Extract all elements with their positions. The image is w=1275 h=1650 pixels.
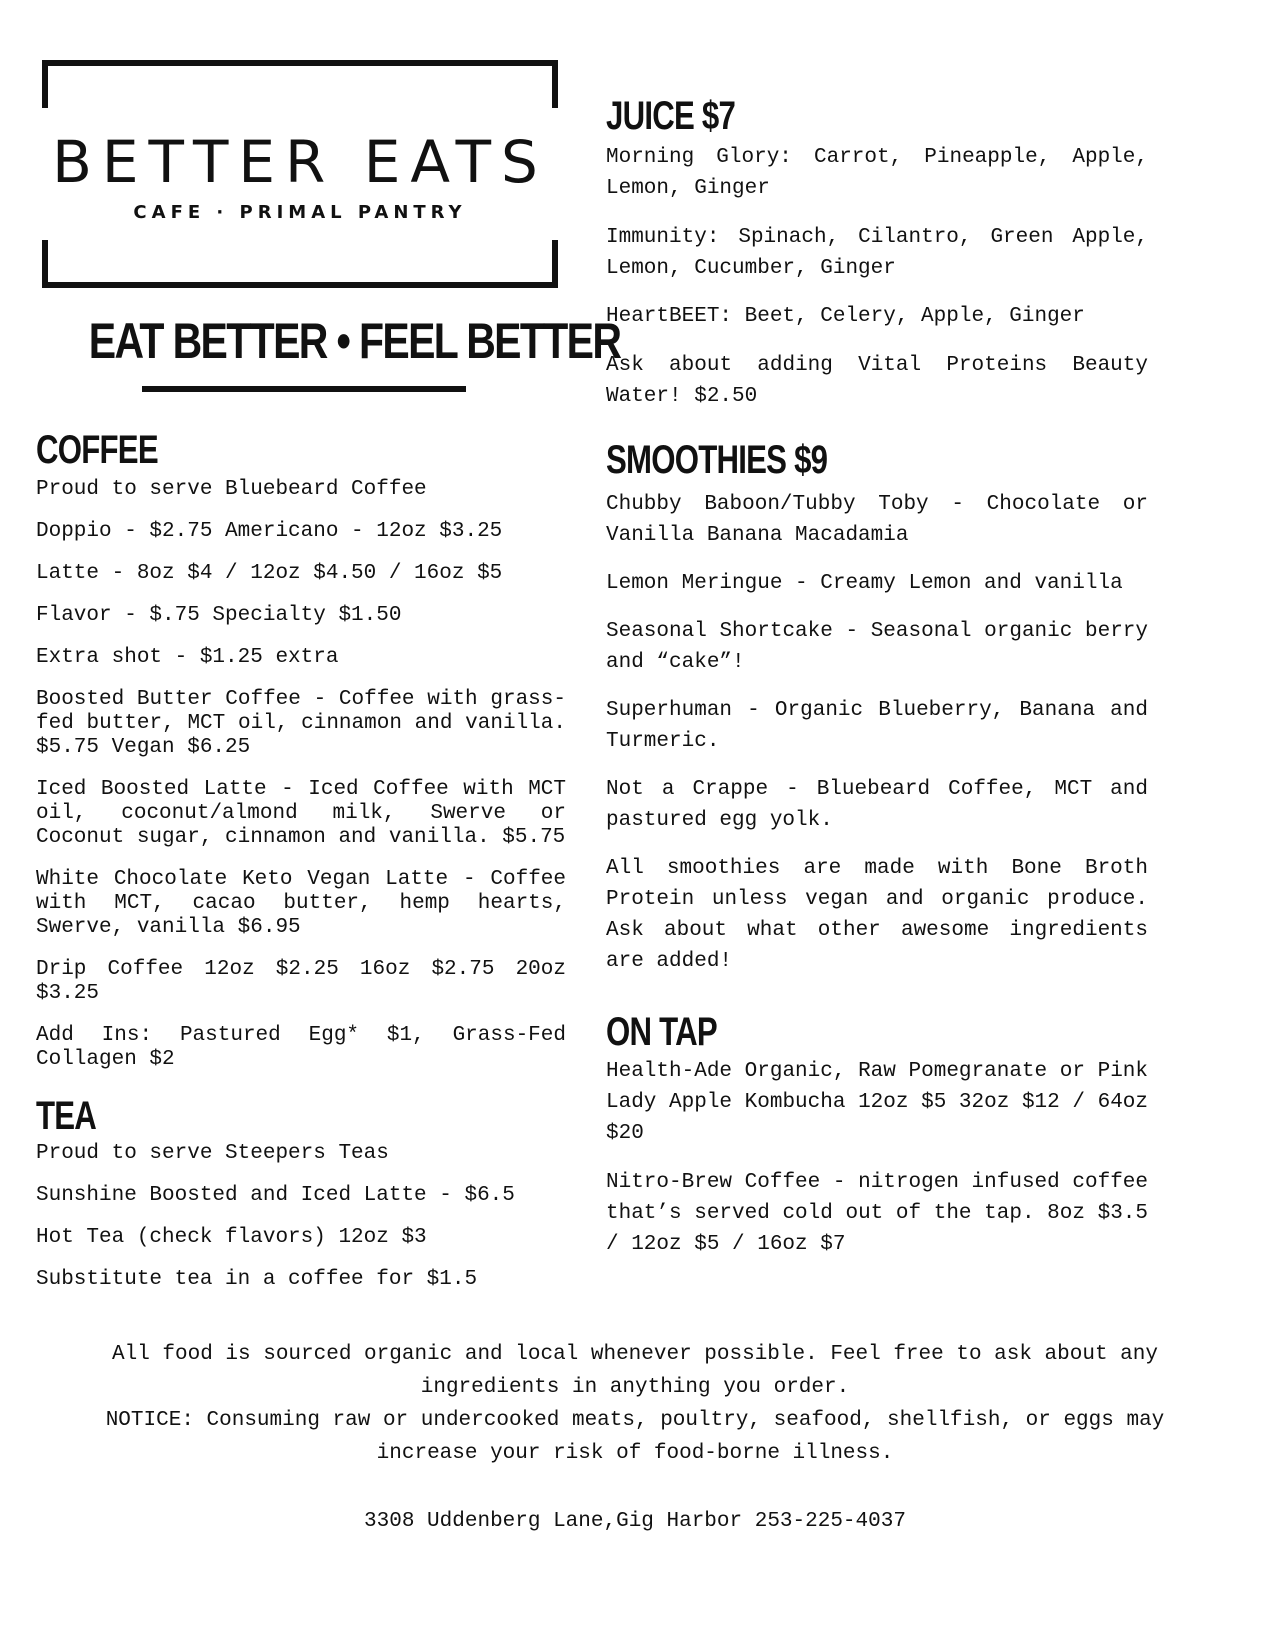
on-tap-section	[606, 1056, 1148, 1260]
tea-item: Sunshine Boosted and Iced Latte - $6.5	[36, 1184, 515, 1207]
coffee-item: Drip Coffee 12oz $2.25 16oz $2.75 20oz $3.25	[36, 958, 566, 1005]
on-tap-item: Nitro-Brew Coffee - nitrogen infused coffee that’s served cold out of the tap. 8oz $3.5 / 12oz $5 / 16oz $7	[606, 1171, 1148, 1256]
smoothie-item: Chubby Baboon/Tubby Toby - Chocolate or Vanilla Banana Macadamia	[606, 493, 1148, 547]
smoothie-item: Not a Crappe - Bluebeard Coffee, MCT and pastured egg yolk.	[606, 778, 1148, 832]
logo-frame-bottom	[42, 240, 558, 288]
coffee-section	[36, 478, 566, 1072]
tagline: EAT BETTER • FEEL BETTER	[88, 313, 621, 369]
food-safety-notice: NOTICE: Consuming raw or undercooked meats, poultry, seafood, shellfish, or eggs may increase your risk of food-borne illness.	[105, 1409, 1165, 1465]
coffee-heading: COFFEE	[36, 428, 158, 472]
brand-name: BETTER EATS	[52, 128, 548, 196]
address-line: 3308 Uddenberg Lane,Gig Harbor 253-225-4037	[364, 1510, 906, 1533]
smoothie-item: Lemon Meringue - Creamy Lemon and vanilla	[606, 572, 1123, 595]
smoothies-heading: SMOOTHIES $9	[606, 438, 828, 482]
on-tap-heading: ON TAP	[606, 1010, 717, 1054]
tea-item: Proud to serve Steepers Teas	[36, 1142, 389, 1165]
sourcing-note: All food is sourced organic and local whenever possible. Feel free to ask about any ingredients in anything you order.	[112, 1343, 1158, 1399]
coffee-item: Doppio - $2.75 Americano - 12oz $3.25	[36, 520, 503, 543]
juice-heading: JUICE $7	[606, 94, 736, 138]
smoothie-item: All smoothies are made with Bone Broth Protein unless vegan and organic produce. Ask about what other awesome ingredients are added!	[606, 857, 1148, 973]
coffee-item: White Chocolate Keto Vegan Latte - Coffee with MCT, cacao butter, hemp hearts, Swerve, vanilla $6.95	[36, 868, 566, 939]
juice-item: Morning Glory: Carrot, Pineapple, Apple, Lemon, Ginger	[606, 146, 1148, 200]
smoothie-item: Superhuman - Organic Blueberry, Banana and Turmeric.	[606, 699, 1148, 753]
tagline-divider	[142, 386, 466, 392]
juice-item: HeartBEET: Beet, Celery, Apple, Ginger	[606, 305, 1085, 328]
on-tap-item: Health-Ade Organic, Raw Pomegranate or Pink Lady Apple Kombucha 12oz $5 32oz $12 / 64oz $20	[606, 1060, 1148, 1145]
footer-notes	[60, 1338, 1210, 1470]
coffee-item: Latte - 8oz $4 / 12oz $4.50 / 16oz $5	[36, 562, 503, 585]
tea-item: Hot Tea (check flavors) 12oz $3	[36, 1226, 427, 1249]
coffee-item: Boosted Butter Coffee - Coffee with grass-fed butter, MCT oil, cinnamon and vanilla. $5.75 Vegan $6.25	[36, 688, 566, 759]
juice-item: Ask about adding Vital Proteins Beauty Water! $2.50	[606, 354, 1148, 408]
coffee-item: Add Ins: Pastured Egg* $1, Grass-Fed Collagen $2	[36, 1024, 566, 1071]
logo-frame-top	[42, 60, 558, 108]
brand-subtitle: CAFE · PRIMAL PANTRY	[133, 202, 467, 223]
juice-item: Immunity: Spinach, Cilantro, Green Apple, Lemon, Cucumber, Ginger	[606, 226, 1148, 280]
tea-item: Substitute tea in a coffee for $1.5	[36, 1268, 478, 1291]
smoothies-section	[606, 489, 1148, 977]
coffee-item: Proud to serve Bluebeard Coffee	[36, 478, 427, 501]
coffee-item: Iced Boosted Latte - Iced Coffee with MCT oil, coconut/almond milk, Swerve or Coconut sugar, cinnamon and vanilla. $5.75	[36, 778, 566, 849]
coffee-item: Extra shot - $1.25 extra	[36, 646, 339, 669]
tea-heading: TEA	[36, 1094, 97, 1138]
smoothie-item: Seasonal Shortcake - Seasonal organic berry and “cake”!	[606, 620, 1148, 674]
tea-section	[36, 1142, 566, 1292]
logo	[42, 60, 562, 288]
coffee-item: Flavor - $.75 Specialty $1.50	[36, 604, 402, 627]
juice-section	[606, 142, 1148, 412]
